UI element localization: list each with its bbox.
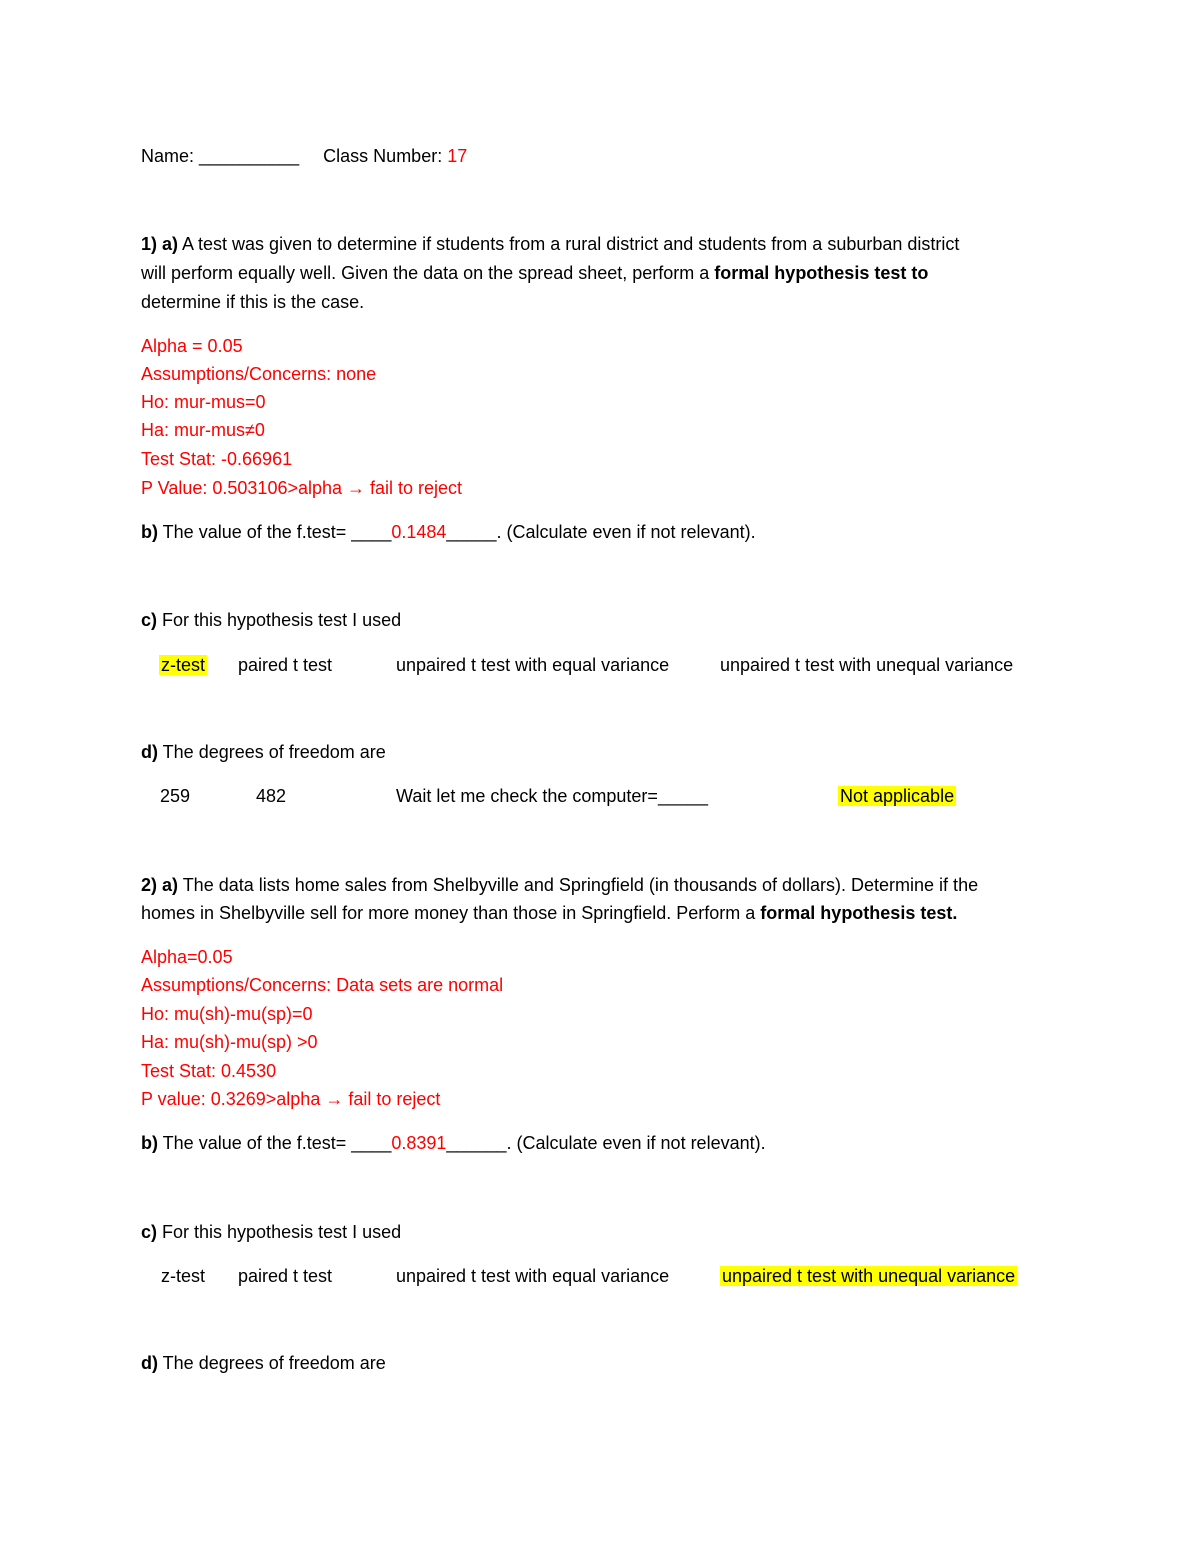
q2c-option-paired: paired t test	[238, 1266, 333, 1286]
q1d-text: The degrees of freedom are	[158, 742, 386, 762]
class-number-value: 17	[447, 146, 468, 166]
q1c-option-unpaired-equal: unpaired t test with equal variance	[396, 655, 670, 675]
q2-p-value: P value: 0.3269>alpha	[141, 1089, 326, 1109]
q2-p-value-line	[141, 1088, 440, 1110]
q1c-option-paired: paired t test	[238, 655, 333, 675]
q1c-label: c)	[141, 610, 158, 630]
q1b-post: _____. (Calculate even if not relevant).	[446, 522, 756, 542]
q2c-label: c)	[141, 1222, 158, 1242]
q1d-line	[141, 741, 386, 763]
q1c-line	[141, 609, 401, 631]
q1-test-stat: Test Stat: -0.66961	[141, 449, 293, 469]
q1d-option-not-applicable-text: Not applicable	[840, 786, 955, 806]
q2b-pre: The value of the f.test= ____	[158, 1133, 392, 1153]
q1d-option-482: 482	[256, 786, 287, 806]
q1d-label: d)	[141, 742, 158, 762]
q1-label: 1) a)	[141, 234, 179, 254]
q2-text-2-post: .	[952, 903, 958, 923]
q2-alpha: Alpha=0.05	[141, 947, 233, 967]
q2b-line	[141, 1132, 766, 1154]
q1c-text: For this hypothesis test I used	[157, 610, 402, 630]
q2c-option-z-test: z-test	[161, 1266, 206, 1286]
q1d-option-259: 259	[160, 786, 191, 806]
q1c-option-unpaired-unequal: unpaired t test with unequal variance	[720, 655, 1014, 675]
q2-assumptions: Assumptions/Concerns: Data sets are normal	[141, 975, 504, 995]
q2c-option-unpaired-equal: unpaired t test with equal variance	[396, 1266, 670, 1286]
q1-ho: Ho: mur-mus=0	[141, 392, 266, 412]
q2c-option-unpaired-unequal	[720, 1265, 1017, 1287]
q2d-text: The degrees of freedom are	[158, 1353, 386, 1373]
q2-text-line1	[141, 874, 978, 896]
name-blank: __________	[199, 146, 300, 166]
q1-ha: Ha: mur-mus≠0	[141, 420, 265, 440]
q2-test-stat: Test Stat: 0.4530	[141, 1061, 277, 1081]
q1d-option-not-applicable	[838, 785, 956, 807]
header-line	[141, 145, 467, 167]
q1-conclusion: fail to reject	[365, 478, 463, 498]
q2-ho: Ho: mu(sh)-mu(sp)=0	[141, 1004, 313, 1024]
q1-text-line3: determine if this is the case.	[141, 292, 365, 312]
q1-assumptions: Assumptions/Concerns: none	[141, 364, 377, 384]
q2c-option-unpaired-unequal-text: unpaired t test with unequal variance	[722, 1266, 1016, 1286]
arrow-right-icon: →	[325, 1089, 344, 1109]
q1b-value: 0.1484	[391, 522, 447, 542]
q2c-text: For this hypothesis test I used	[157, 1222, 402, 1242]
q1-text-2-bold: formal hypothesis test	[714, 263, 907, 283]
q1b-label: b)	[141, 522, 158, 542]
q2-text-2-pre: homes in Shelbyville sell for more money than those in Springfield. Perform a	[141, 903, 761, 923]
q2b-label: b)	[141, 1133, 158, 1153]
q1-p-value-line	[141, 477, 462, 499]
q1c-option-z-test-text: z-test	[161, 655, 206, 675]
q1-alpha: Alpha = 0.05	[141, 336, 243, 356]
name-label: Name:	[141, 146, 200, 166]
q1-p-value: P Value: 0.503106>alpha	[141, 478, 348, 498]
q2b-value: 0.8391	[391, 1133, 447, 1153]
q1-text-line1	[141, 233, 959, 255]
q2-conclusion: fail to reject	[343, 1089, 441, 1109]
q1-text-1: A test was given to determine if students from a rural district and students from a suburban district	[178, 234, 960, 254]
class-number-label: Class Number:	[323, 146, 448, 166]
q2-text-line2	[141, 902, 957, 924]
arrow-right-icon: →	[347, 478, 366, 498]
q1c-option-z-test	[159, 654, 207, 676]
q2-text-2-bold: formal hypothesis test	[760, 903, 953, 923]
q2-text-1: The data lists home sales from Shelbyville and Springfield (in thousands of dollars). Determine if the	[178, 875, 979, 895]
q2-label: 2) a)	[141, 875, 179, 895]
q1b-pre: The value of the f.test= ____	[158, 522, 392, 542]
q2c-line	[141, 1221, 401, 1243]
q1d-option-computer: Wait let me check the computer=_____	[396, 786, 708, 806]
q2b-post: ______. (Calculate even if not relevant).	[446, 1133, 766, 1153]
q2d-line	[141, 1352, 386, 1374]
q1b-line	[141, 521, 756, 543]
q1-text-2-post: to	[906, 263, 929, 283]
q2-ha: Ha: mu(sh)-mu(sp) >0	[141, 1032, 318, 1052]
q2d-label: d)	[141, 1353, 158, 1373]
q1-text-2-pre: will perform equally well. Given the data on the spread sheet, perform a	[141, 263, 715, 283]
q1-text-line2	[141, 262, 928, 284]
